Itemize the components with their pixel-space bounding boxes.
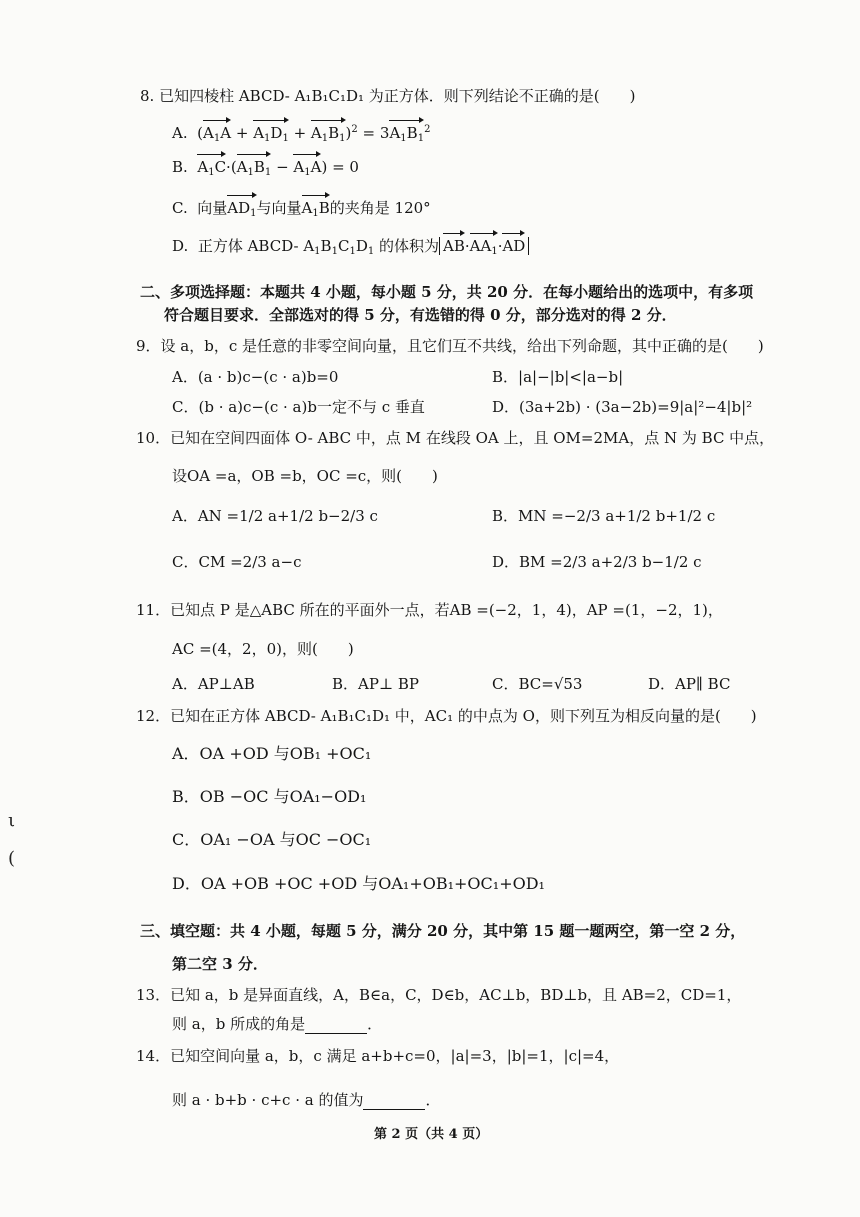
q8-option-d: D. 正方体 ABCD- $A_1B_1C_1D_1$ 的体积为 $AB\cdot AA_1\cdot AD$ (172, 236, 529, 262)
q10-option-c: C．CM =2/3 a−c (172, 553, 302, 571)
q10-stem-line2: 设OA =a，OB =b，OC =c，则( ) (172, 467, 438, 485)
q11-stem-line2: AC =(4，2，0)，则( ) (172, 640, 354, 658)
scan-mark: ( (8, 848, 16, 869)
q11-option-c: C．BC=√53 (492, 675, 583, 693)
q14-answer-blank[interactable] (363, 1095, 425, 1110)
q11-option-a: A．AP⊥AB (172, 675, 255, 693)
section3-title: 三、填空题：共 4 小题，每题 5 分，满分 20 分，其中第 15 题一题两空，第一空 2 分， (140, 922, 746, 940)
scan-mark: ι (8, 810, 16, 831)
q14-stem-line2: 则 a · b+b · c+c · a 的值为 ． (172, 1091, 441, 1109)
q8-option-c: C. 向量$AD_1$与向量$A_1B$的夹角是 120° (172, 198, 431, 224)
q8-option-b: B. $A_1C\cdot(A_1B_1 - A_1A) = 0$ (172, 157, 359, 183)
q10-option-b: B．MN =−2/3 a+1/2 b+1/2 c (492, 507, 716, 525)
q13-answer-blank[interactable] (305, 1019, 367, 1034)
q8-option-a: A. $(A_1A + A_1D_1 + A_1B_1)^2 = 3A_1B_1^2$ (172, 120, 430, 149)
q10-option-a: A．AN =1/2 a+1/2 b−2/3 c (172, 507, 378, 525)
section3-title-line2: 第二空 3 分． (172, 955, 268, 973)
q11-option-d: D．AP∥ BC (648, 675, 731, 693)
page-footer: 第 2 页（共 4 页） (374, 1127, 489, 1142)
q12-option-a: A．OA +OD 与OB₁ +OC₁ (172, 744, 372, 763)
q14-stem: 14．已知空间向量 a，b，c 满足 a+b+c=0，|a|=3，|b|=1，|c|=4， (136, 1047, 620, 1065)
q9-option-c: C．(b · a)c−(c · a)b一定不与 c 垂直 (172, 398, 425, 416)
q12-option-d: D．OA +OB +OC +OD 与OA₁+OB₁+OC₁+OD₁ (172, 874, 545, 893)
q11-stem: 11．已知点 P 是△ABC 所在的平面外一点，若AB =(−2，1，4)，AP =(1，−2，1)， (136, 601, 723, 619)
q9-stem: 9．设 a，b，c 是任意的非零空间向量，且它们互不共线，给出下列命题，其中正确的是( ) (136, 337, 764, 355)
q12-stem: 12．已知在正方体 ABCD- A₁B₁C₁D₁ 中，AC₁ 的中点为 O，则下列互为相反向量的是( ) (136, 707, 757, 725)
q9-option-d: D．(3a+2b) · (3a−2b)=9|a|²−4|b|² (492, 398, 753, 416)
q9-option-a: A．(a · b)c−(c · a)b=0 (172, 368, 339, 386)
q13-stem-line2: 则 a，b 所成的角是 ． (172, 1015, 383, 1033)
q9-option-b: B．|a|−|b|<|a−b| (492, 368, 624, 386)
q10-option-d: D．BM =2/3 a+2/3 b−1/2 c (492, 553, 702, 571)
q13-stem: 13．已知 a，b 是异面直线，A，B∈a，C，D∈b，AC⊥b，BD⊥b，且 AB=2，CD=1， (136, 986, 742, 1004)
section2-title: 二、多项选择题：本题共 4 小题，每小题 5 分，共 20 分．在每小题给出的选项中，有多项 (140, 283, 754, 301)
q11-option-b: B．AP⊥ BP (332, 675, 419, 693)
q12-option-c: C．OA₁ −OA 与OC −OC₁ (172, 830, 372, 849)
q12-option-b: B．OB −OC 与OA₁−OD₁ (172, 787, 367, 806)
section2-title-line2: 符合题目要求．全部选对的得 5 分，有选错的得 0 分，部分选对的得 2 分． (164, 306, 677, 324)
q8-stem: 8. 已知四棱柱 ABCD- A₁B₁C₁D₁ 为正方体．则下列结论不正确的是( ) (140, 87, 636, 105)
q10-stem: 10．已知在空间四面体 O- ABC 中，点 M 在线段 OA 上，且 OM=2MA，点 N 为 BC 中点， (136, 429, 775, 447)
